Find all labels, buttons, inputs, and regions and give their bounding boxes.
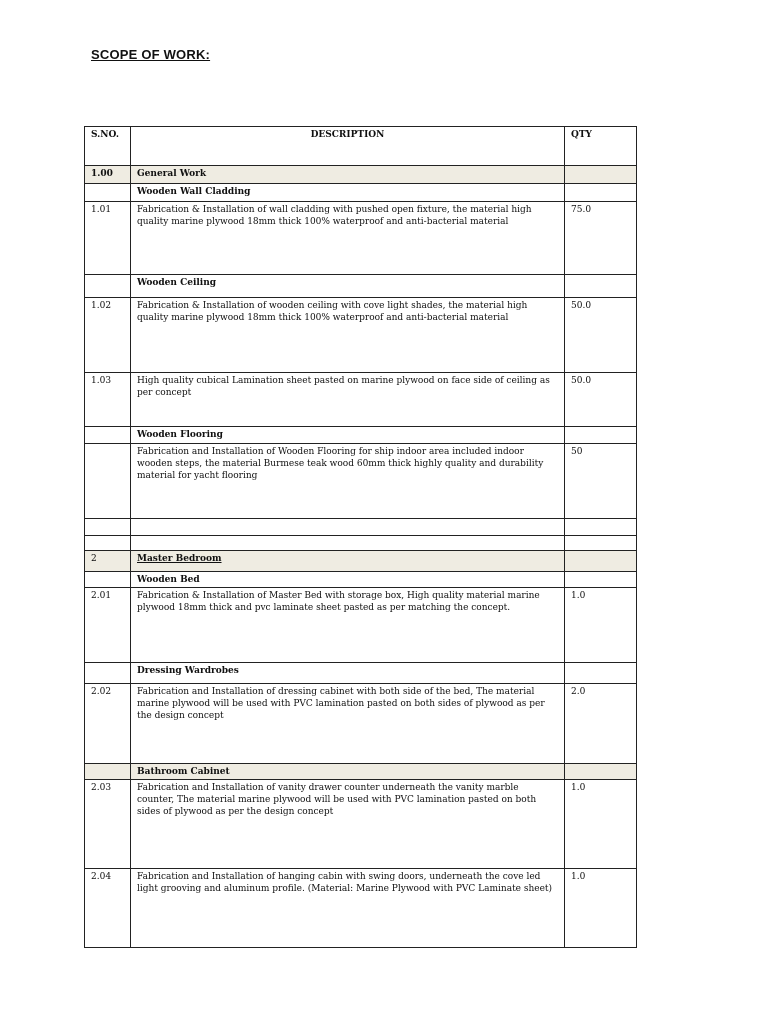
row-description: Fabrication & Installation of wooden ceiling with cove light shades, the material high quality marine plywood 18mm thick 100% waterproof and anti-bacterial material bbox=[131, 298, 565, 373]
row-qty bbox=[565, 275, 637, 298]
row-description: Fabrication and Installation of hanging cabin with swing doors, underneath the cove led light grooving and aluminum profile. (Material: Marine Plywood with PVC Laminate sheet) bbox=[131, 869, 565, 948]
section-row bbox=[85, 551, 637, 572]
row-sno bbox=[85, 519, 131, 536]
row-qty bbox=[565, 572, 637, 588]
row-sno bbox=[85, 427, 131, 444]
empty-row bbox=[85, 519, 637, 536]
row-sno: 1.00 bbox=[85, 166, 131, 184]
section-row bbox=[85, 166, 637, 184]
row-qty bbox=[565, 536, 637, 551]
row-qty bbox=[565, 551, 637, 572]
row-qty: 50.0 bbox=[565, 298, 637, 373]
table-row bbox=[85, 869, 637, 948]
row-description: Fabrication and Installation of dressing cabinet with both side of the bed, The material marine plywood will be used with PVC lamination pasted on both sides of plywood as per the design concept bbox=[131, 684, 565, 764]
subsection-row bbox=[85, 764, 637, 780]
page-title: SCOPE OF WORK: bbox=[91, 47, 211, 62]
row-sno: 1.03 bbox=[85, 373, 131, 427]
row-qty bbox=[565, 166, 637, 184]
row-sno: 2.01 bbox=[85, 588, 131, 663]
subsection-row bbox=[85, 275, 637, 298]
scope-table bbox=[84, 126, 637, 948]
subsection-title: Bathroom Cabinet bbox=[131, 764, 565, 780]
row-sno bbox=[85, 663, 131, 684]
table-row bbox=[85, 588, 637, 663]
row-description: Fabrication & Installation of Master Bed with storage box, High quality material marine plywood 18mm thick and pvc laminate sheet pasted as per matching the concept. bbox=[131, 588, 565, 663]
row-qty: 1.0 bbox=[565, 869, 637, 948]
table-row bbox=[85, 373, 637, 427]
row-qty: 1.0 bbox=[565, 588, 637, 663]
row-qty: 2.0 bbox=[565, 684, 637, 764]
row-qty: 75.0 bbox=[565, 202, 637, 275]
row-description: Fabrication and Installation of Wooden Flooring for ship indoor area included indoor wooden steps, the material Burmese teak wood 60mm thick highly quality and durability material for yacht flooring bbox=[131, 444, 565, 519]
subsection-title: Dressing Wardrobes bbox=[131, 663, 565, 684]
table-row bbox=[85, 684, 637, 764]
table-header-row bbox=[85, 127, 637, 166]
row-sno: 1.01 bbox=[85, 202, 131, 275]
header-qty: QTY bbox=[565, 127, 637, 166]
row-qty: 1.0 bbox=[565, 780, 637, 869]
row-sno: 2 bbox=[85, 551, 131, 572]
subsection-title: Wooden Bed bbox=[131, 572, 565, 588]
subsection-row bbox=[85, 184, 637, 202]
row-qty bbox=[565, 427, 637, 444]
row-sno bbox=[85, 536, 131, 551]
subsection-row bbox=[85, 572, 637, 588]
row-description: Fabrication & Installation of wall cladding with pushed open fixture, the material high quality marine plywood 18mm thick 100% waterproof and anti-bacterial material bbox=[131, 202, 565, 275]
row-description: High quality cubical Lamination sheet pasted on marine plywood on face side of ceiling as per concept bbox=[131, 373, 565, 427]
table-row bbox=[85, 298, 637, 373]
empty-row bbox=[85, 536, 637, 551]
subsection-row bbox=[85, 663, 637, 684]
row-qty bbox=[565, 764, 637, 780]
row-qty: 50.0 bbox=[565, 373, 637, 427]
table-row bbox=[85, 202, 637, 275]
row-description bbox=[131, 536, 565, 551]
table-row bbox=[85, 444, 637, 519]
row-qty bbox=[565, 519, 637, 536]
row-sno bbox=[85, 275, 131, 298]
table-row bbox=[85, 780, 637, 869]
row-qty: 50 bbox=[565, 444, 637, 519]
row-sno bbox=[85, 184, 131, 202]
row-sno bbox=[85, 444, 131, 519]
subsection-title: Wooden Ceiling bbox=[131, 275, 565, 298]
subsection-title: Wooden Wall Cladding bbox=[131, 184, 565, 202]
section-title: Master Bedroom bbox=[131, 551, 565, 572]
row-sno: 2.04 bbox=[85, 869, 131, 948]
row-sno bbox=[85, 572, 131, 588]
row-qty bbox=[565, 663, 637, 684]
header-description: DESCRIPTION bbox=[131, 127, 565, 166]
row-sno: 2.02 bbox=[85, 684, 131, 764]
row-sno: 2.03 bbox=[85, 780, 131, 869]
row-sno bbox=[85, 764, 131, 780]
row-description: Fabrication and Installation of vanity drawer counter underneath the vanity marble counter, The material marine plywood will be used with PVC lamination pasted on both sides of plywood as per the design concept bbox=[131, 780, 565, 869]
row-sno: 1.02 bbox=[85, 298, 131, 373]
row-description bbox=[131, 519, 565, 536]
subsection-title: Wooden Flooring bbox=[131, 427, 565, 444]
row-qty bbox=[565, 184, 637, 202]
header-sno: S.NO. bbox=[85, 127, 131, 166]
subsection-row bbox=[85, 427, 637, 444]
section-title: General Work bbox=[131, 166, 565, 184]
